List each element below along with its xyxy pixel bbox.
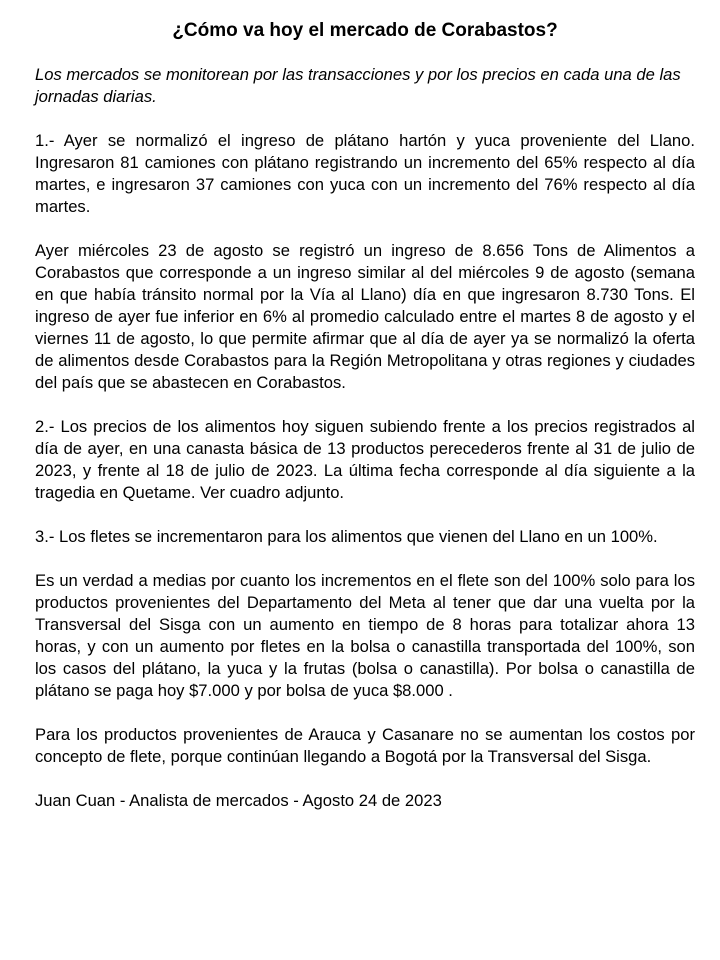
paragraph-ingreso-toneladas: Ayer miércoles 23 de agosto se registró un ingreso de 8.656 Tons de Alimentos a Corabastos que corresponde a un ingreso similar al del miércoles 9 de agosto (semana en que había tránsito normal por la Vía al Llano) día en que ingresaron 8.730 Tons. El ingreso de ayer fue inferior en 6% al promedio calculado entre el martes 8 de agosto y el viernes 11 de agosto, lo que permite afirmar que al día de ayer ya se normalizó la oferta de alimentos desde Corabastos para la Región Metropolitana y otras regiones y ciudades del país que se abastecen en Corabastos. — [35, 241, 695, 392]
paragraph-precios: 2.- Los precios de los alimentos hoy siguen subiendo frente a los precios registrados al día de ayer, en una canasta básica de 13 productos perecederos frente al 31 de julio de 2023, y frente al 18 de julio de 2023. La última fecha corresponde al día siguiente a la tragedia en Quetame. Ver cuadro adjunto. — [35, 417, 695, 502]
paragraph-platano-yuca: 1.- Ayer se normalizó el ingreso de plátano hartón y yuca proveniente del Llano. Ingresaron 81 camiones con plátano registrando un incremento del 65% respecto al día martes, e ingresaron 37 camiones con yuca con un incremento del 76% respecto al día martes. — [35, 131, 695, 216]
document-title: ¿Cómo va hoy el mercado de Corabastos? — [172, 20, 558, 41]
paragraph-arauca-casanare: Para los productos provenientes de Arauca y Casanare no se aumentan los costos por concepto de flete, porque continúan llegando a Bogotá por la Transversal del Sisga. — [35, 725, 695, 766]
signature-line: Juan Cuan - Analista de mercados - Agosto 24 de 2023 — [35, 791, 442, 810]
document-page — [35, 18, 695, 834]
intro-paragraph: Los mercados se monitorean por las transacciones y por los precios en cada una de las jornadas diarias. — [35, 65, 681, 106]
paragraph-fletes: 3.- Los fletes se incrementaron para los alimentos que vienen del Llano en un 100%. — [35, 527, 658, 546]
paragraph-verdad-a-medias: Es un verdad a medias por cuanto los incrementos en el flete son del 100% solo para los productos provenientes del Departamento del Meta al tener que dar una vuelta por la Transversal del Sisga con un aumento en tiempo de 8 horas para totalizar ahora 13 horas, y con un aumento por fletes en la bolsa o canastilla transportada del 100%, son los casos del plátano, la yuca y la frutas (bolsa o canastilla). Por bolsa o canastilla de plátano se paga hoy $7.000 y por bolsa de yuca $8.000 . — [35, 571, 695, 700]
